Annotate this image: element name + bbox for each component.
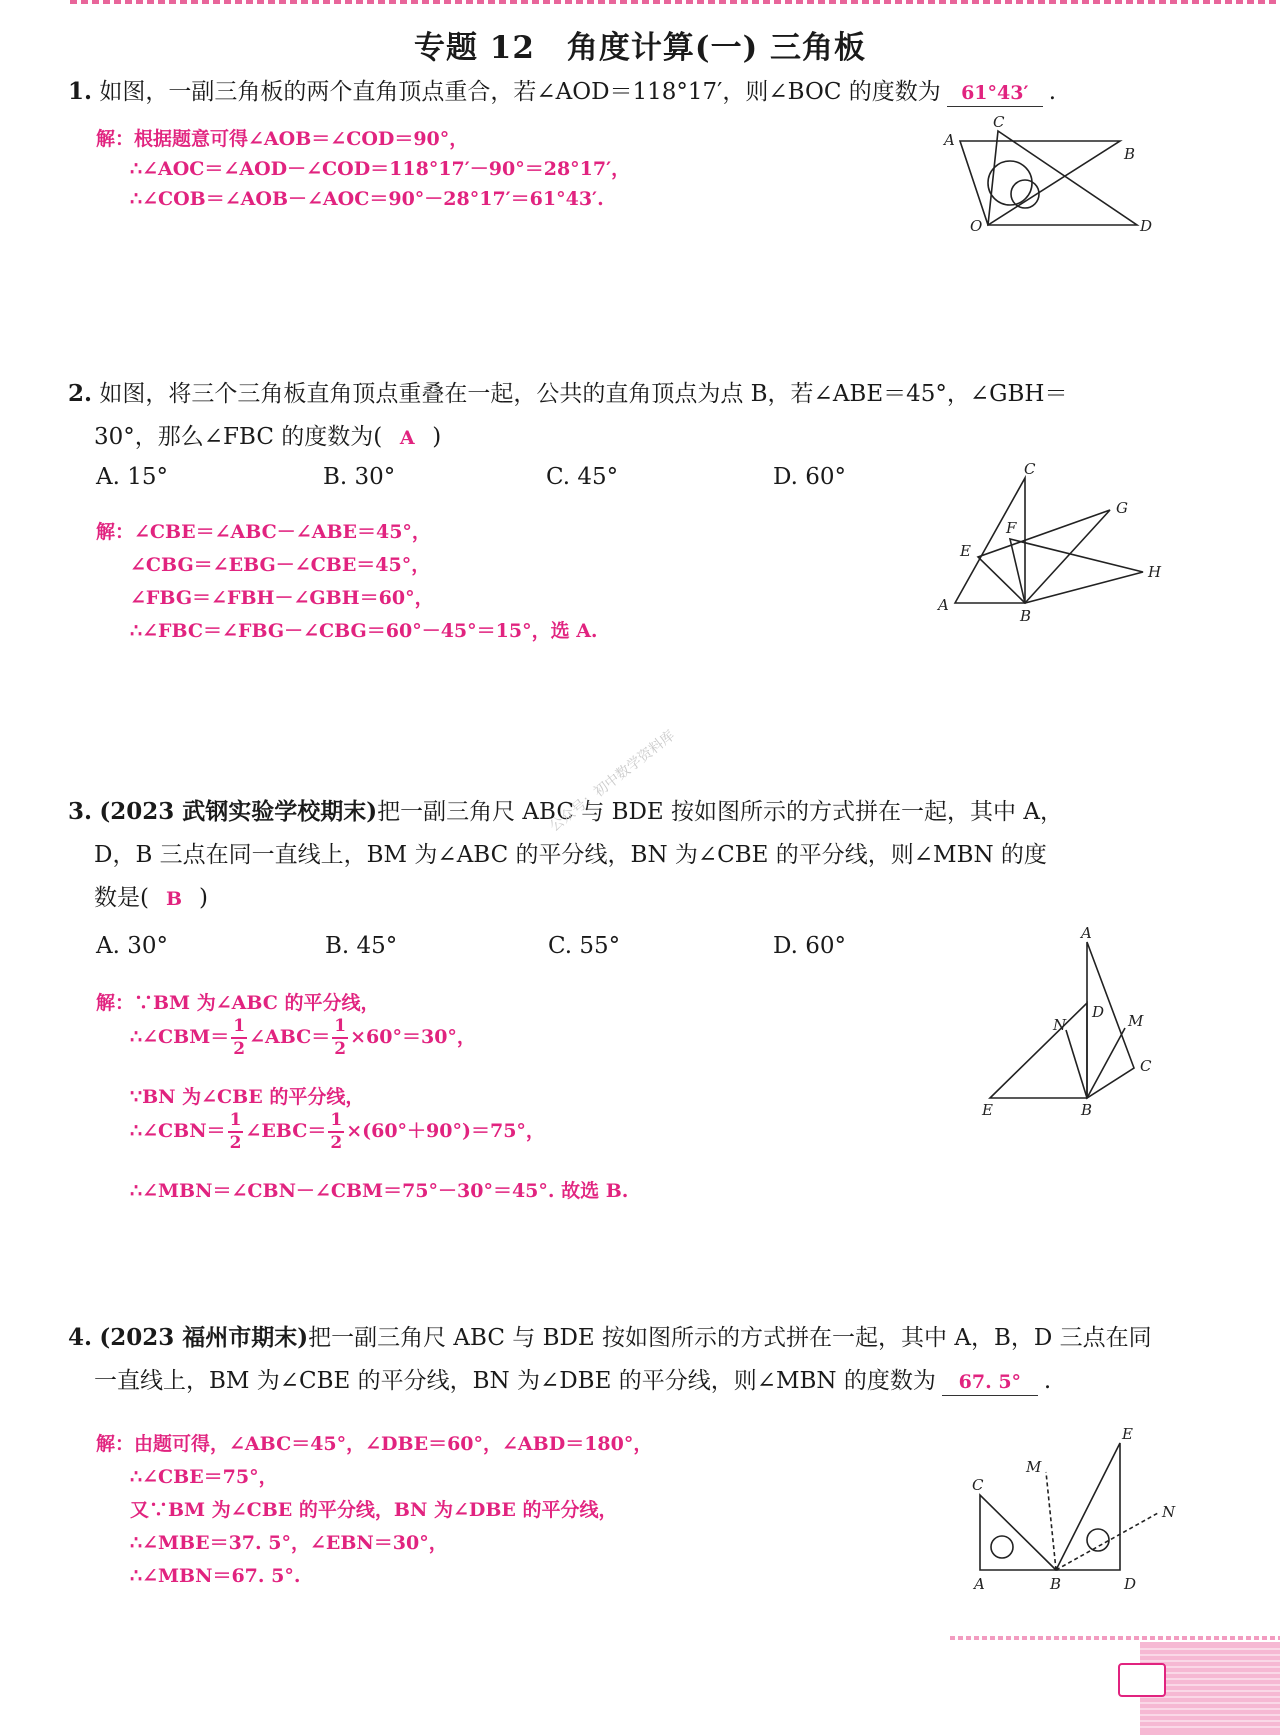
q3-frac3-num: 1 xyxy=(228,1112,244,1133)
q1-number: 1. xyxy=(68,78,93,105)
q1-triangle-aob xyxy=(960,141,1120,225)
q2-option-a: A. 15° xyxy=(96,464,168,490)
q4-line-1: 把一副三角尺 ABC 与 BDE 按如图所示的方式拼在一起，其中 A，B，D 三点在同 xyxy=(308,1325,1152,1351)
q1-solution-line-3: ∴∠COB＝∠AOB－∠AOC＝90°－28°17′＝61°43′. xyxy=(130,188,604,210)
q3-s4-mid: ∠EBC＝ xyxy=(245,1120,327,1142)
q4-label-m: M xyxy=(1026,1458,1042,1476)
q4-label-n: N xyxy=(1162,1503,1176,1521)
q1-hole-2 xyxy=(1011,180,1039,208)
q3-frac4-den: 2 xyxy=(330,1133,343,1153)
q3-fraction-4 xyxy=(328,1112,344,1152)
question-2 xyxy=(68,372,1228,460)
q2-label-g: G xyxy=(1116,499,1128,517)
q3-solution-line-3: ∵BN 为∠CBE 的平分线， xyxy=(130,1086,365,1108)
q4-solution-line-4: ∴∠MBE＝37. 5°，∠EBN＝30°， xyxy=(130,1532,448,1554)
q2-triangle-ebg xyxy=(978,510,1110,603)
q3-option-a: A. 30° xyxy=(96,933,168,959)
q3-frac2-num: 1 xyxy=(332,1018,348,1039)
q3-solution-line-2 xyxy=(130,1018,476,1058)
q2-solution-line-1: 解：∠CBE＝∠ABC－∠ABE＝45°， xyxy=(96,521,431,543)
q3-fraction-1 xyxy=(231,1018,247,1058)
q3-frac1-den: 2 xyxy=(233,1039,246,1059)
q2-label-b: B xyxy=(1020,607,1032,625)
q2-paren-close: ) xyxy=(432,424,442,450)
q1-label-d: D xyxy=(1140,217,1153,235)
question-4 xyxy=(68,1316,1228,1403)
q3-option-c: C. 55° xyxy=(548,933,621,959)
q4-hole-2 xyxy=(1087,1529,1109,1551)
q4-label-e: E xyxy=(1122,1425,1133,1443)
q3-paren-close: ) xyxy=(198,885,208,911)
q2-label-e: E xyxy=(960,542,971,560)
q3-fraction-3 xyxy=(228,1112,244,1152)
q4-line-2: 一直线上，BM 为∠CBE 的平分线，BN 为∠DBE 的平分线，则∠MBN 的度数为 xyxy=(94,1368,936,1394)
q2-figure xyxy=(930,460,1170,625)
q3-answer: B xyxy=(165,888,183,910)
q1-label-a: A xyxy=(944,131,955,149)
q3-s2-mid: ∠ABC＝ xyxy=(249,1026,331,1048)
q4-ray-bn xyxy=(1056,1513,1158,1570)
q3-label-b: B xyxy=(1081,1101,1093,1119)
q4-label-b: B xyxy=(1050,1575,1062,1593)
q3-line-3: 数是( xyxy=(94,885,149,911)
q3-label-n: N xyxy=(1053,1016,1067,1034)
q4-triangle-bde xyxy=(1056,1443,1120,1570)
q2-label-f: F xyxy=(1006,519,1017,537)
page-number-tab xyxy=(1118,1663,1166,1697)
q3-label-m: M xyxy=(1128,1012,1144,1030)
q3-line-1: 把一副三角尺 ABC 与 BDE 按如图所示的方式拼在一起，其中 A， xyxy=(377,799,1063,825)
q3-option-d: D. 60° xyxy=(773,933,847,959)
q3-line-bn xyxy=(1066,1030,1087,1098)
q2-triangle-fbh xyxy=(1010,539,1143,603)
q1-label-o: O xyxy=(970,217,983,235)
q3-s2-pre: ∴∠CBM＝ xyxy=(130,1026,230,1048)
q3-label-c: C xyxy=(1140,1057,1152,1075)
q2-options xyxy=(96,462,896,492)
q2-line-2: 30°，那么∠FBC 的度数为( xyxy=(94,424,383,450)
q1-hole-1 xyxy=(988,161,1032,205)
q4-number: 4. xyxy=(68,1324,93,1351)
q4-label-c: C xyxy=(972,1476,984,1494)
q2-solution-line-3: ∠FBG＝∠FBH－∠GBH＝60°， xyxy=(130,587,434,609)
q3-fraction-2 xyxy=(332,1018,348,1058)
q2-label-h: H xyxy=(1148,563,1162,581)
q3-solution xyxy=(96,988,796,1218)
q2-label-c: C xyxy=(1024,460,1036,478)
q4-hole-1 xyxy=(991,1536,1013,1558)
q3-label-e: E xyxy=(982,1101,993,1119)
q1-label-c: C xyxy=(993,113,1005,131)
q3-solution-line-5: ∴∠MBN＝∠CBN－∠CBM＝75°－30°＝45°. 故选 B. xyxy=(130,1180,629,1202)
q2-line-1: 如图，将三个三角板直角顶点重叠在一起，公共的直角顶点为点 B，若∠ABE＝45°，∠GBH＝ xyxy=(99,381,1068,407)
q3-line-bm xyxy=(1087,1028,1125,1098)
q4-solution-line-3: 又∵BM 为∠CBE 的平分线，BN 为∠DBE 的平分线， xyxy=(130,1499,618,1521)
question-3 xyxy=(68,790,1228,921)
question-1 xyxy=(68,70,1228,114)
q3-solution-line-4 xyxy=(130,1112,545,1152)
q4-solution-line-1: 解：由题可得，∠ABC＝45°，∠DBE＝60°，∠ABD＝180°， xyxy=(96,1433,653,1455)
q2-answer: A xyxy=(399,427,415,449)
q2-option-b: B. 30° xyxy=(323,464,396,490)
q3-options xyxy=(96,931,896,961)
q2-option-d: D. 60° xyxy=(773,464,847,490)
q2-option-c: C. 45° xyxy=(546,464,619,490)
q4-triangle-abc xyxy=(980,1495,1056,1570)
q4-solution-line-2: ∴∠CBE＝75°， xyxy=(130,1466,278,1488)
q4-source: (2023 福州市期末) xyxy=(99,1324,309,1351)
q3-line-2: D，B 三点在同一直线上，BM 为∠ABC 的平分线，BN 为∠CBE 的平分线，则∠MBN 的度 xyxy=(94,842,1047,868)
top-decoration xyxy=(70,0,1280,4)
q4-figure xyxy=(960,1425,1190,1595)
footer-rule xyxy=(950,1636,1280,1640)
q3-option-b: B. 45° xyxy=(325,933,398,959)
q2-number: 2. xyxy=(68,380,93,407)
q3-label-d: D xyxy=(1092,1003,1105,1021)
q1-text: 如图，一副三角板的两个直角顶点重合，若∠AOD＝118°17′，则∠BOC 的度数为 xyxy=(99,79,941,105)
q3-s4-pre: ∴∠CBN＝ xyxy=(130,1120,226,1142)
q4-label-d: D xyxy=(1124,1575,1137,1593)
q3-solution-line-1: 解：∵BM 为∠ABC 的平分线， xyxy=(96,992,380,1014)
q3-source: (2023 武钢实验学校期末) xyxy=(99,798,378,825)
q4-ray-bm xyxy=(1046,1472,1056,1570)
q1-end: . xyxy=(1048,79,1057,105)
page-title: 专题 12 角度计算(一) 三角板 xyxy=(413,30,867,66)
q3-frac1-num: 1 xyxy=(231,1018,247,1039)
q2-solution-line-2: ∠CBG＝∠EBG－∠CBE＝45°， xyxy=(130,554,431,576)
q1-label-b: B xyxy=(1124,145,1136,163)
q2-label-a: A xyxy=(938,596,949,614)
q4-answer: 67. 5° xyxy=(942,1369,1038,1396)
q3-frac2-den: 2 xyxy=(334,1039,347,1059)
q1-figure xyxy=(930,115,1170,235)
q3-s2-post: ×60°＝30°， xyxy=(350,1026,476,1048)
q4-solution-line-5: ∴∠MBN＝67. 5°. xyxy=(130,1565,301,1587)
q4-end: . xyxy=(1043,1368,1052,1394)
q1-answer: 61°43′ xyxy=(947,80,1043,107)
q1-solution-line-1: 解：根据题意可得∠AOB＝∠COD＝90°， xyxy=(96,128,469,150)
q3-frac4-num: 1 xyxy=(328,1112,344,1133)
q3-figure xyxy=(970,924,1190,1120)
q2-solution-line-4: ∴∠FBC＝∠FBG－∠CBG＝60°－45°＝15°，选 A. xyxy=(130,620,598,642)
watermark: 公众号：初中数学资料库 xyxy=(546,727,679,835)
q3-number: 3. xyxy=(68,798,93,825)
q3-frac3-den: 2 xyxy=(229,1133,242,1153)
q3-s4-post: ×(60°＋90°)＝75°， xyxy=(346,1120,545,1142)
q4-label-a: A xyxy=(974,1575,985,1593)
q1-solution-line-2: ∴∠AOC＝∠AOD－∠COD＝118°17′－90°＝28°17′， xyxy=(130,158,631,180)
q3-label-a: A xyxy=(1081,924,1092,942)
